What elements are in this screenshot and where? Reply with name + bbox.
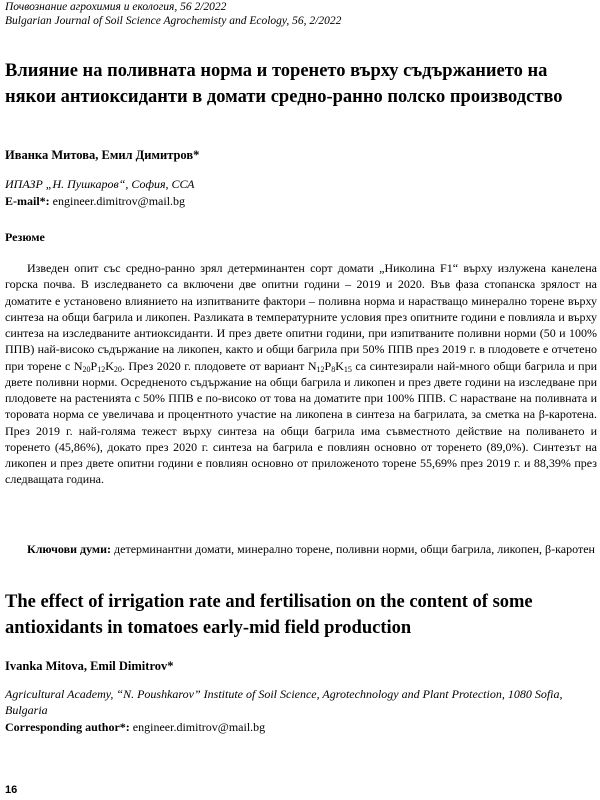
- formula-sub: 12: [316, 364, 325, 374]
- journal-name-en: Bulgarian Journal of Soil Science Agrochemisty and Ecology, 56, 2/2022: [5, 15, 342, 27]
- authors-bg: Иванка Митова, Емил Димитров*: [5, 148, 200, 162]
- abstract-text-part3: са синтезирали най-много общи багрила и при двете поливни норми. Осредненото съдържание на общи багрила и ликопен и през двете години на изследване при плодовете на растенията с 50% ППВ е по-високо от това на доматите при 100% ППВ. С нарастване на поливната и торовата норма се увеличава и процентното участие на ликопена в синтеза на багрилата, за сметка на β-каротена. През 2019 г. най-голяма тежест върху синтеза на общи багрила има съвместното действие на поливането и торенето (45,86%), докато през 2020 г. синтеза на багрила е повлиян основно от торенето (89,0%). Синтезът на ликопен и през двете опитни години е повлиян основно от приложеното торене 55,69% през 2019 г. и 88,39% през следващата година.: [5, 358, 598, 487]
- formula-sub: 20: [82, 364, 91, 374]
- keywords-bg: [5, 541, 597, 558]
- authors-en: Ivanka Mitova, Emil Dimitrov*: [5, 659, 174, 673]
- article-title-bg: Влияние на поливната норма и торенето върху съдържанието на някои антиоксиданти в домати средно-ранно полско производство: [5, 61, 563, 107]
- abstract-text-part2: . През 2020 г. плодовете от вариант N: [121, 358, 317, 373]
- email-label-bg: E-mail*:: [5, 194, 50, 208]
- email-link-bg[interactable]: engineer.dimitrov@mail.bg: [49, 194, 186, 208]
- formula-letter: P: [324, 358, 332, 373]
- journal-header: [5, 0, 595, 28]
- formula-sub: 15: [343, 364, 352, 374]
- article-title-en: The effect of irrigation rate and fertilisation on the content of some antioxidants in tomatoes early-mid field production: [5, 592, 533, 638]
- journal-name-bg: Почвознание агрохимия и екология, 56 2/2022: [5, 1, 227, 13]
- formula-letter: K: [335, 358, 344, 373]
- abstract-heading-bg: Резюме: [5, 230, 45, 244]
- formula-sub: 12: [97, 364, 106, 374]
- formula-letter: P: [90, 358, 98, 373]
- abstract-text-part1: Изведен опит със средно-ранно зрял детерминантен сорт домати „Николина F1“ върху излужена канелена горска почва. В изследването са включени две опитни години – 2019 и 2020. Във фаза стопанска зрялост на доматите е установено влиянието на изпитваните фактори – поливна норма и нарастващо минерално торене върху синтеза на общи багрила и ликопен. Разликата в температурните условия през опитните години е повлияла и върху синтеза на изследваните антиоксиданти. И през двете опитни години, при изпитваните поливни норми (50 и 100% ППВ) най-високо съдържание на ликопен, както и общи багрила при 50% ППВ през 2019 г. в плодовете е отчетено при торене с N: [5, 261, 597, 373]
- email-line-bg: [5, 194, 185, 209]
- keywords-label-bg: Ключови думи:: [27, 542, 112, 556]
- keywords-text-bg: детерминантни домати, минерално торене, поливни норми, общи багрила, ликопен, β-каротен: [111, 542, 595, 556]
- affiliation-en: Agricultural Academy, “N. Poushkarov” Institute of Soil Science, Agrotechnology and Plant Protection, 1080 Sofia, Bulgaria: [5, 687, 563, 717]
- formula-letter: K: [105, 358, 114, 373]
- email-line-en: [5, 720, 265, 735]
- formula-sub: 8: [331, 364, 336, 374]
- email-link-en[interactable]: engineer.dimitrov@mail.bg: [129, 720, 266, 734]
- abstract-paragraph: [5, 260, 597, 488]
- email-label-en: Corresponding author*:: [5, 720, 130, 734]
- affiliation-bg: ИПАЗР „Н. Пушкаров“, София, ССА: [5, 177, 195, 191]
- formula-sub: 20: [113, 364, 122, 374]
- abstract-bg: [5, 260, 597, 488]
- page-number: 16: [5, 784, 18, 796]
